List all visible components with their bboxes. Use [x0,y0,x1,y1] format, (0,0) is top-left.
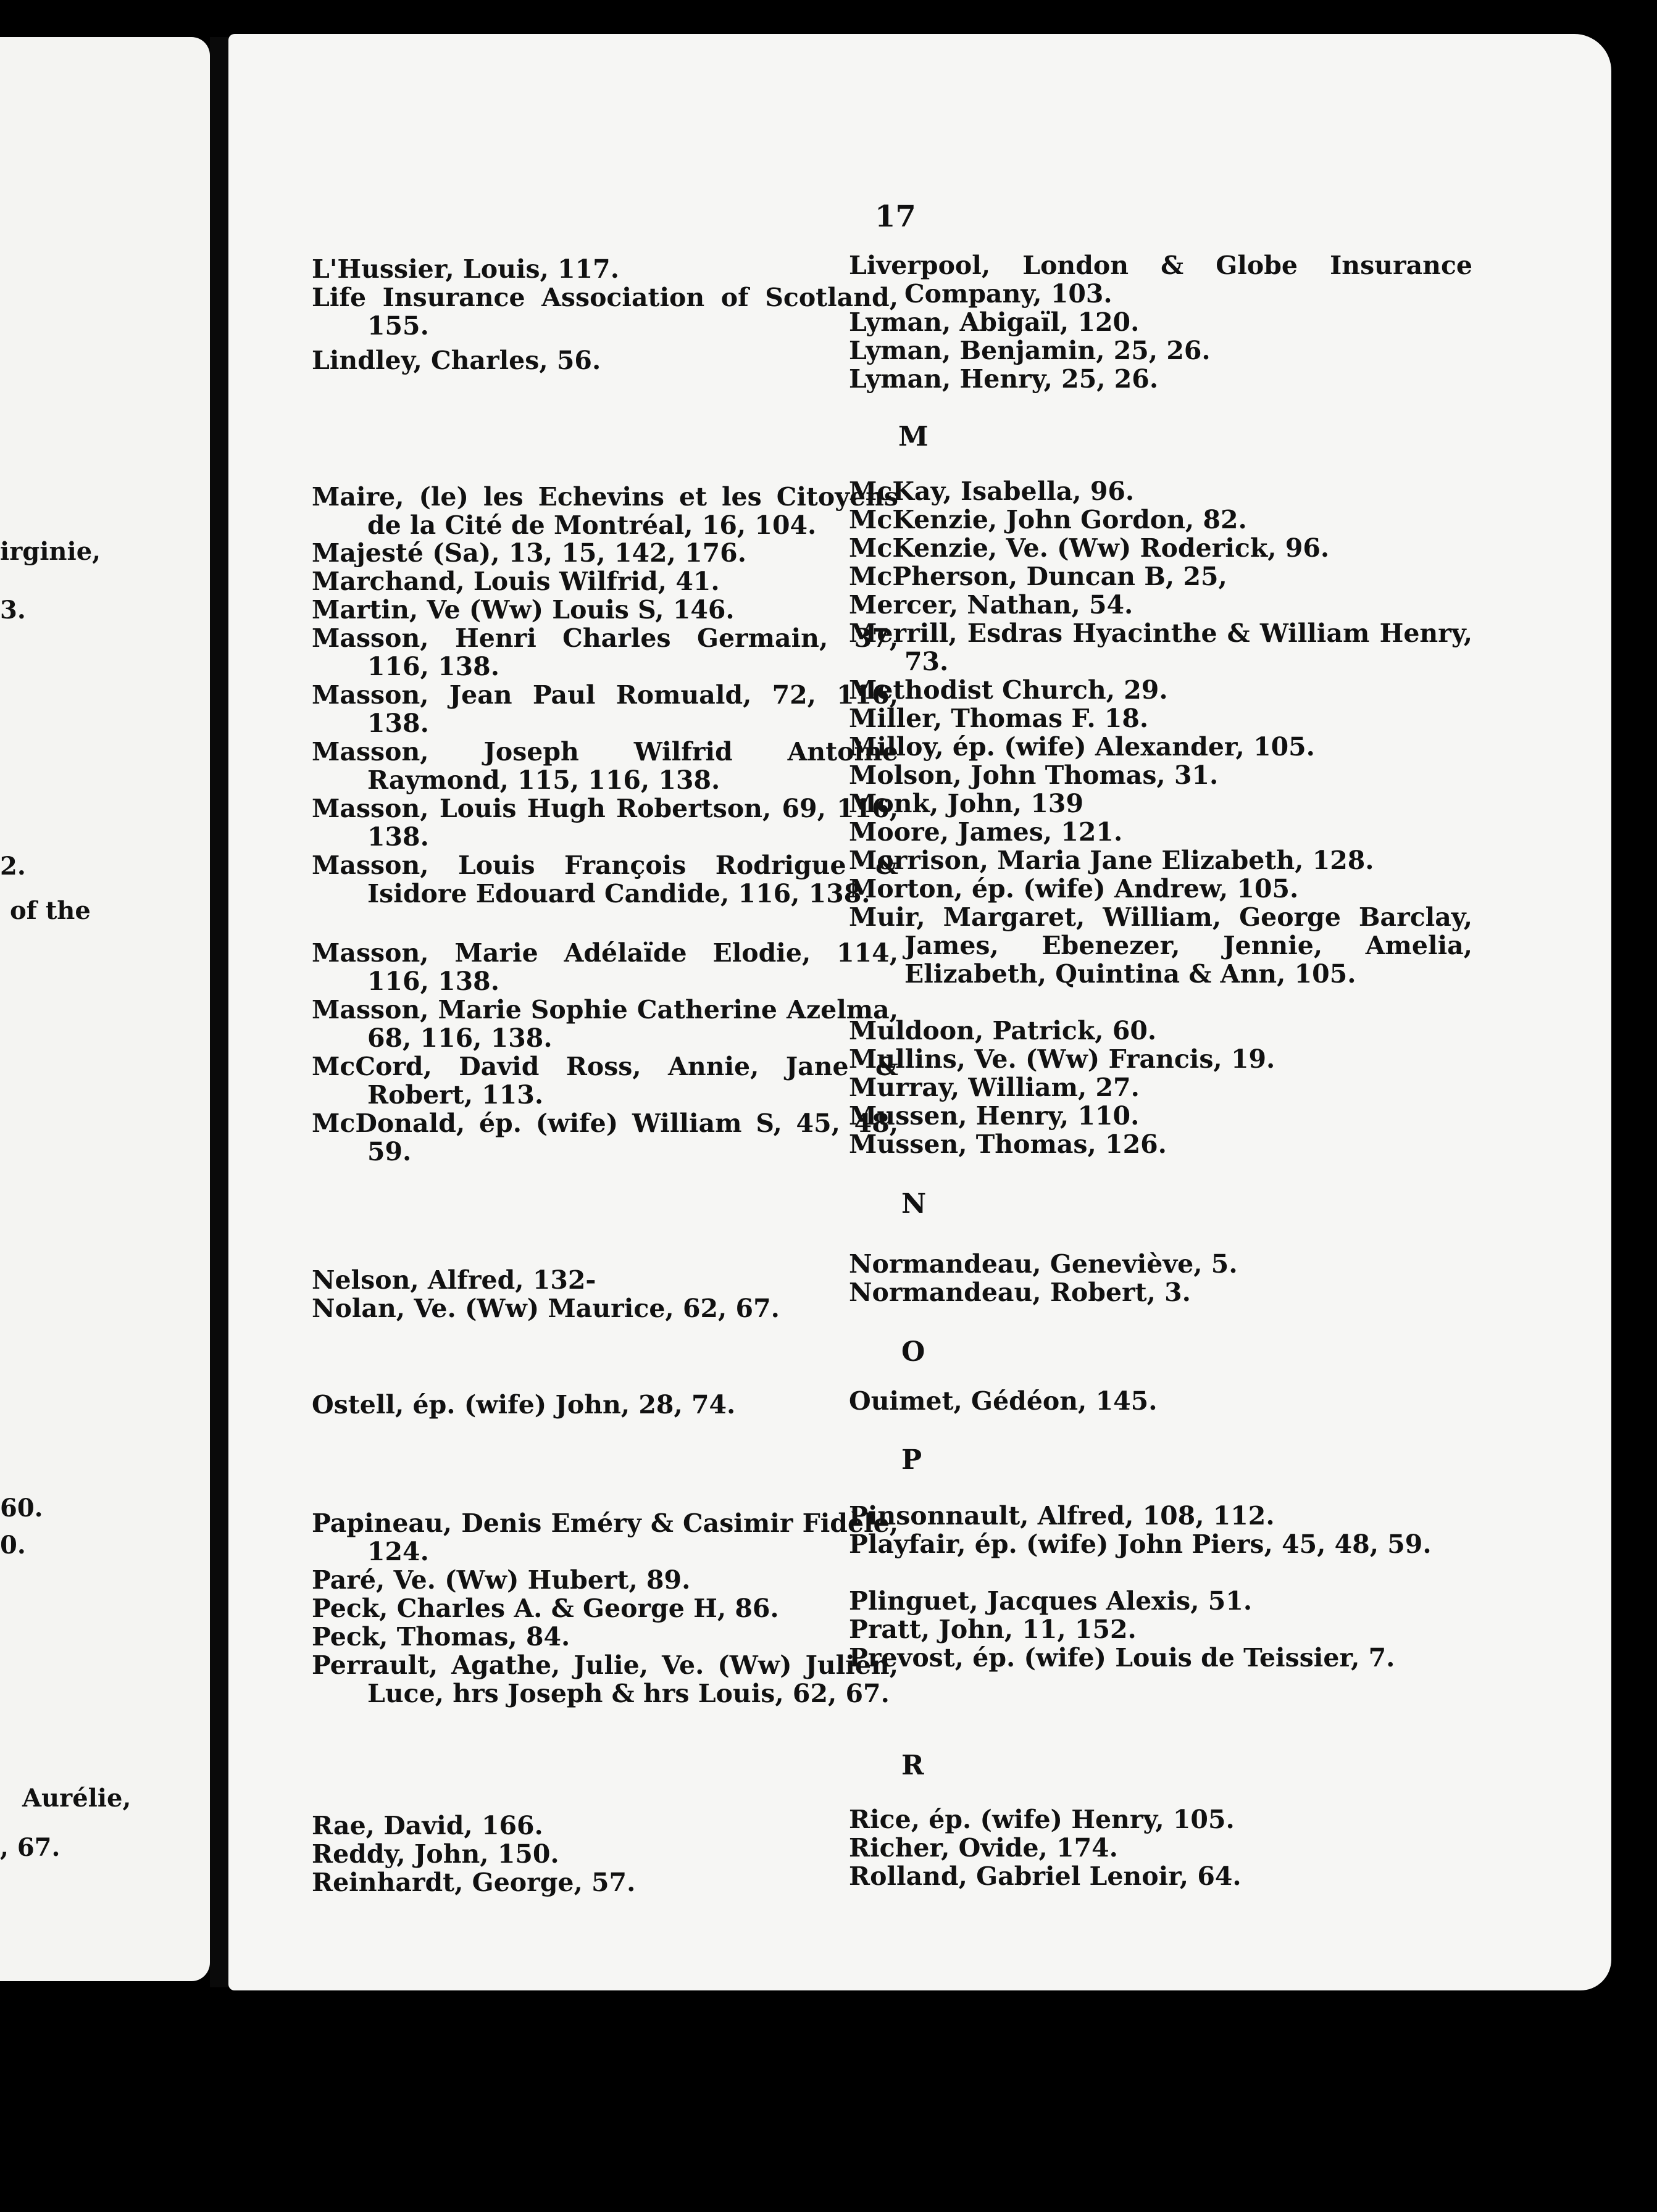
index-entry: Lyman, Henry, 25, 26. [849,364,1159,394]
index-entry: Liverpool, London & Globe Insurance Company, 103. [849,251,1472,309]
index-entry: Moore, James, 121. [849,817,1123,847]
index-entry: Marchand, Louis Wilfrid, 41. [312,567,720,596]
section-letter: R [901,1750,924,1781]
index-entry: Majesté (Sa), 13, 15, 142, 176. [312,538,746,568]
index-entry: L'Hussier, Louis, 117. [312,254,619,284]
facing-page [0,37,210,1981]
facing-page-fragment: of the [10,896,91,925]
index-entry: Peck, Charles A. & George H, 86. [312,1594,779,1623]
index-entry: Mullins, Ve. (Ww) Francis, 19. [849,1044,1275,1074]
index-entry: Reddy, John, 150. [312,1839,559,1869]
index-entry: Paré, Ve. (Ww) Hubert, 89. [312,1565,691,1595]
index-entry: McPherson, Duncan B, 25, [849,562,1227,591]
index-entry: McDonald, ép. (wife) William S, 45, 48, 59. [312,1108,898,1166]
index-entry: Mussen, Thomas, 126. [849,1129,1167,1159]
index-entry: Nelson, Alfred, 132- [312,1265,596,1295]
facing-page-fragment: Aurélie, [22,1784,131,1813]
facing-page-fragment: , 67. [0,1833,61,1862]
page-gutter [210,37,228,1987]
index-entry: Normandeau, Robert, 3. [849,1278,1191,1307]
index-entry: Masson, Marie Adélaïde Elodie, 114, 116, 138. [312,938,898,996]
index-entry: Masson, Louis François Rodrigue & Isidore Edouard Candide, 116, 138. [312,850,898,908]
index-entry: Papineau, Denis Eméry & Casimir Fidèle, 124. [312,1508,898,1566]
index-entry: Rae, David, 166. [312,1811,543,1840]
index-entry: Ostell, ép. (wife) John, 28, 74. [312,1390,736,1420]
index-entry: Morrison, Maria Jane Elizabeth, 128. [849,846,1374,875]
index-entry: Masson, Marie Sophie Catherine Azelma, 68, 116, 138. [312,995,898,1053]
index-entry: Methodist Church, 29. [849,675,1168,705]
section-letter: O [901,1336,925,1368]
index-entry: Miller, Thomas F. 18. [849,704,1149,733]
index-entry: Merrill, Esdras Hyacinthe & William Henry, 73. [849,618,1472,676]
index-entry: Pratt, John, 11, 152. [849,1615,1137,1644]
index-entry: Plinguet, Jacques Alexis, 51. [849,1586,1253,1616]
index-entry: Lindley, Charles, 56. [312,346,601,375]
section-letter: N [901,1188,927,1220]
index-entry: Martin, Ve (Ww) Louis S, 146. [312,595,735,625]
index-entry: McKenzie, John Gordon, 82. [849,505,1247,534]
index-entry: Prevost, ép. (wife) Louis de Teissier, 7. [849,1643,1395,1673]
index-entry: Peck, Thomas, 84. [312,1622,570,1652]
index-entry: Lyman, Abigaïl, 120. [849,307,1140,337]
page-number: 17 [875,199,916,234]
index-entry: McKay, Isabella, 96. [849,476,1135,506]
index-entry: Masson, Joseph Wilfrid Antoine Raymond, 115, 116, 138. [312,737,898,795]
index-entry: Lyman, Benjamin, 25, 26. [849,336,1211,365]
index-entry: Molson, John Thomas, 31. [849,760,1219,790]
index-entry: Masson, Louis Hugh Robertson, 69, 116, 138. [312,794,898,852]
index-entry: Richer, Ovide, 174. [849,1833,1118,1863]
index-entry: Perrault, Agathe, Julie, Ve. (Ww) Julien, Luce, hrs Joseph & hrs Louis, 62, 67. [312,1650,898,1708]
index-entry: Rice, ép. (wife) Henry, 105. [849,1805,1235,1834]
index-entry: Morton, ép. (wife) Andrew, 105. [849,874,1299,904]
index-entry: Playfair, ép. (wife) John Piers, 45, 48, 59. [849,1529,1432,1559]
index-entry: Monk, John, 139 [849,789,1083,818]
index-entry: Ouimet, Gédéon, 145. [849,1386,1158,1416]
section-letter: P [901,1444,922,1476]
facing-page-fragment: 2. [0,852,26,881]
index-entry: McKenzie, Ve. (Ww) Roderick, 96. [849,533,1330,563]
index-entry: Maire, (le) les Echevins et les Citoyens de la Cité de Montréal, 16, 104. [312,482,898,540]
index-entry: Mussen, Henry, 110. [849,1101,1140,1131]
index-entry: Muir, Margaret, William, George Barclay, James, Ebenezer, Jennie, Amelia, Elizabeth, Quintina & Ann, 105. [849,902,1472,989]
index-entry: Nolan, Ve. (Ww) Maurice, 62, 67. [312,1294,780,1323]
facing-page-fragment: 60. [0,1494,43,1523]
index-entry: McCord, David Ross, Annie, Jane & Robert, 113. [312,1052,898,1110]
index-entry: Muldoon, Patrick, 60. [849,1016,1157,1046]
facing-page-fragment: 0. [0,1531,26,1560]
facing-page-fragment: 3. [0,596,26,625]
index-entry: Mercer, Nathan, 54. [849,590,1133,620]
index-page [228,34,1611,1990]
facing-page-fragment: irginie, [0,537,101,566]
index-entry: Milloy, ép. (wife) Alexander, 105. [849,732,1315,762]
index-entry: Murray, William, 27. [849,1073,1140,1102]
index-entry: Reinhardt, George, 57. [312,1868,636,1897]
index-entry: Normandeau, Geneviève, 5. [849,1249,1238,1279]
index-entry: Masson, Henri Charles Germain, 37, 116, 138. [312,623,898,681]
index-entry: Pinsonnault, Alfred, 108, 112. [849,1501,1275,1531]
index-entry: Masson, Jean Paul Romuald, 72, 116, 138. [312,680,898,738]
index-entry: Life Insurance Association of Scotland, 155. [312,283,898,341]
section-letter: M [898,421,929,452]
index-entry: Rolland, Gabriel Lenoir, 64. [849,1861,1242,1891]
